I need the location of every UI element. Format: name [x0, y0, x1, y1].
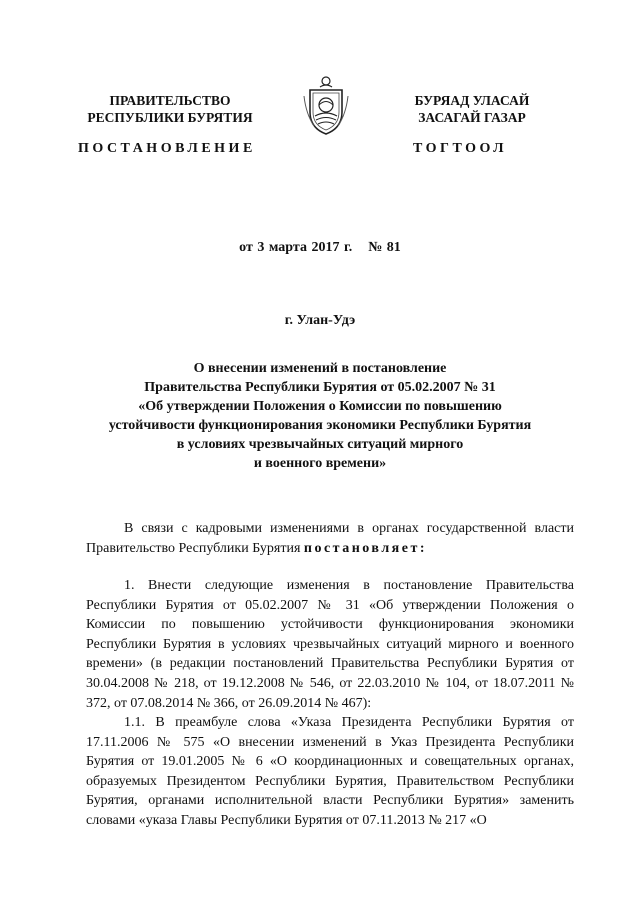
header-right	[372, 92, 572, 126]
header-left	[70, 92, 270, 126]
title-line: Правительства Республики Бурятия от 05.02.2007 № 31	[144, 380, 496, 395]
title-line: и военного времени»	[253, 456, 387, 471]
document-number: № 81	[368, 240, 401, 255]
coat-of-arms-icon	[300, 74, 352, 138]
paragraph-1: 1. Внести следующие изменения в постановление Правительства Республики Бурятия от 05.02.2007 № 31 «Об утверждении Положения о Комиссии по повышению устойчивости функционирования экономики Республики Бурятия в условиях чрезвычайных ситуаций мирного и военного времени» (в редакции постановлений Правительства Республики Бурятия от 30.04.2008 № 218, от 19.12.2008 № 546, от 22.03.2010 № 104, от 18.07.2011 № 372, от 07.08.2014 № 366, от 26.09.2014 № 467):	[86, 578, 574, 711]
document-date: от 3 марта 2017 г.	[239, 240, 353, 255]
doc-type-left: ПОСТАНОВЛЕНИЕ	[78, 141, 256, 156]
title-line: в условиях чрезвычайных ситуаций мирного	[176, 437, 464, 452]
title-line: О внесении изменений в постановление	[193, 361, 447, 376]
doc-type-right: ТОГТООЛ	[413, 141, 508, 156]
intro-paragraph	[86, 519, 574, 558]
city: г. Улан-Удэ	[284, 313, 356, 328]
title-line: «Об утверждении Положения о Комиссии по повышению	[138, 399, 502, 414]
header-left-line1: ПРАВИТЕЛЬСТВО	[109, 93, 231, 108]
document-title	[0, 359, 640, 473]
header-right-line1: БУРЯАД УЛАСАЙ	[414, 93, 530, 108]
paragraph-1-1: 1.1. В преамбуле слова «Указа Президента Республики Бурятия от 17.11.2006 № 575 «О внесении изменений в Указ Президента Республики Бурятия от 19.01.2005 № 6 «О координационных и совещательных органах, образуемых Президентом Республики Бурятия, Правительством Республики Бурятия, органами исполнительной власти Республики Бурятия» заменить словами «указа Главы Республики Бурятия от 07.11.2013 № 217 «О	[86, 715, 574, 828]
header-left-line2: РЕСПУБЛИКИ БУРЯТИЯ	[87, 110, 253, 125]
title-line: устойчивости функционирования экономики Республики Бурятия	[108, 418, 532, 433]
date-line	[0, 240, 640, 256]
header-right-line2: ЗАСАГАЙ ГАЗАР	[418, 110, 526, 125]
intro-keyword: постановляет:	[303, 540, 427, 556]
intro-text: В связи с кадровыми изменениями в органах государственной власти Правительство Республики Бурятия	[86, 521, 574, 556]
